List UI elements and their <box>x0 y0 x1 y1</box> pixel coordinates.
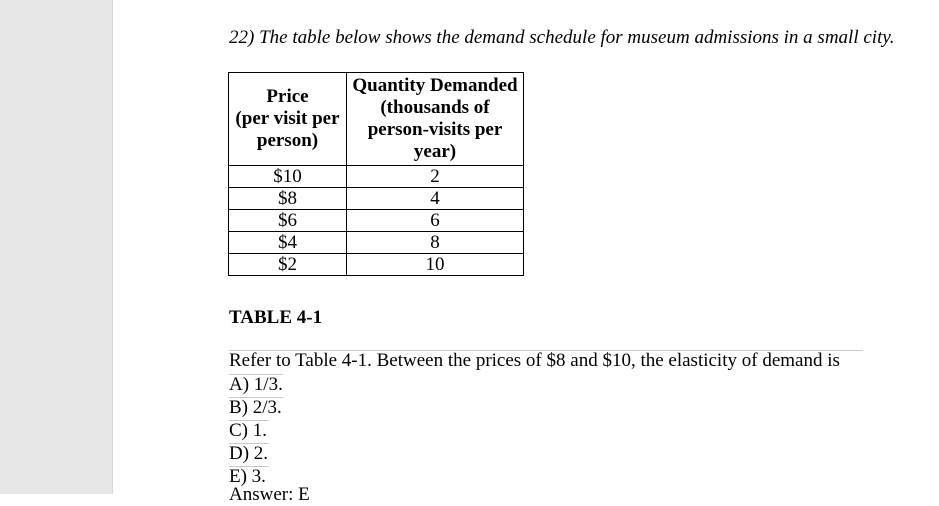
table-row <box>229 232 524 254</box>
quantity-cell: 10 <box>347 254 524 276</box>
quantity-cell: 6 <box>347 210 524 232</box>
quantity-cell: 8 <box>347 232 524 254</box>
demand-schedule-table <box>228 72 524 276</box>
answer-text: Answer: E <box>229 484 310 505</box>
table-row <box>229 254 524 276</box>
question-text: 22) The table below shows the demand schedule for museum admissions in a small city. <box>229 27 895 48</box>
quantity-header-line-1: Quantity Demanded <box>352 75 518 96</box>
price-cell: $10 <box>229 166 347 188</box>
question-prompt: Refer to Table 4-1. Between the prices of $8 and $10, the elasticity of demand is <box>229 350 840 371</box>
price-cell: $6 <box>229 210 347 232</box>
quantity-cell: 4 <box>347 188 524 210</box>
quantity-cell: 2 <box>347 166 524 188</box>
option-e: E) 3. <box>229 466 266 487</box>
price-cell: $4 <box>229 232 347 254</box>
option-d: D) 2. <box>229 443 269 464</box>
quantity-header <box>347 73 524 166</box>
table-row <box>229 166 524 188</box>
price-header <box>229 73 347 166</box>
quantity-header-line-2: (thousands of <box>380 97 490 118</box>
quantity-header-line-4: year) <box>413 141 457 162</box>
price-cell: $8 <box>229 188 347 210</box>
table-header-row <box>229 73 524 166</box>
quantity-header-line-3: person-visits per <box>367 119 503 140</box>
option-a: A) 1/3. <box>229 374 283 395</box>
price-header-line-2: (per visit per <box>235 108 340 129</box>
table-row <box>229 188 524 210</box>
price-cell: $2 <box>229 254 347 276</box>
option-b: B) 2/3. <box>229 397 282 418</box>
left-gutter <box>0 0 112 494</box>
table-caption: TABLE 4-1 <box>229 307 323 328</box>
price-header-line-3: person) <box>256 130 319 151</box>
price-header-line-1: Price <box>266 86 309 107</box>
option-c: C) 1. <box>229 420 267 441</box>
table-row <box>229 210 524 232</box>
